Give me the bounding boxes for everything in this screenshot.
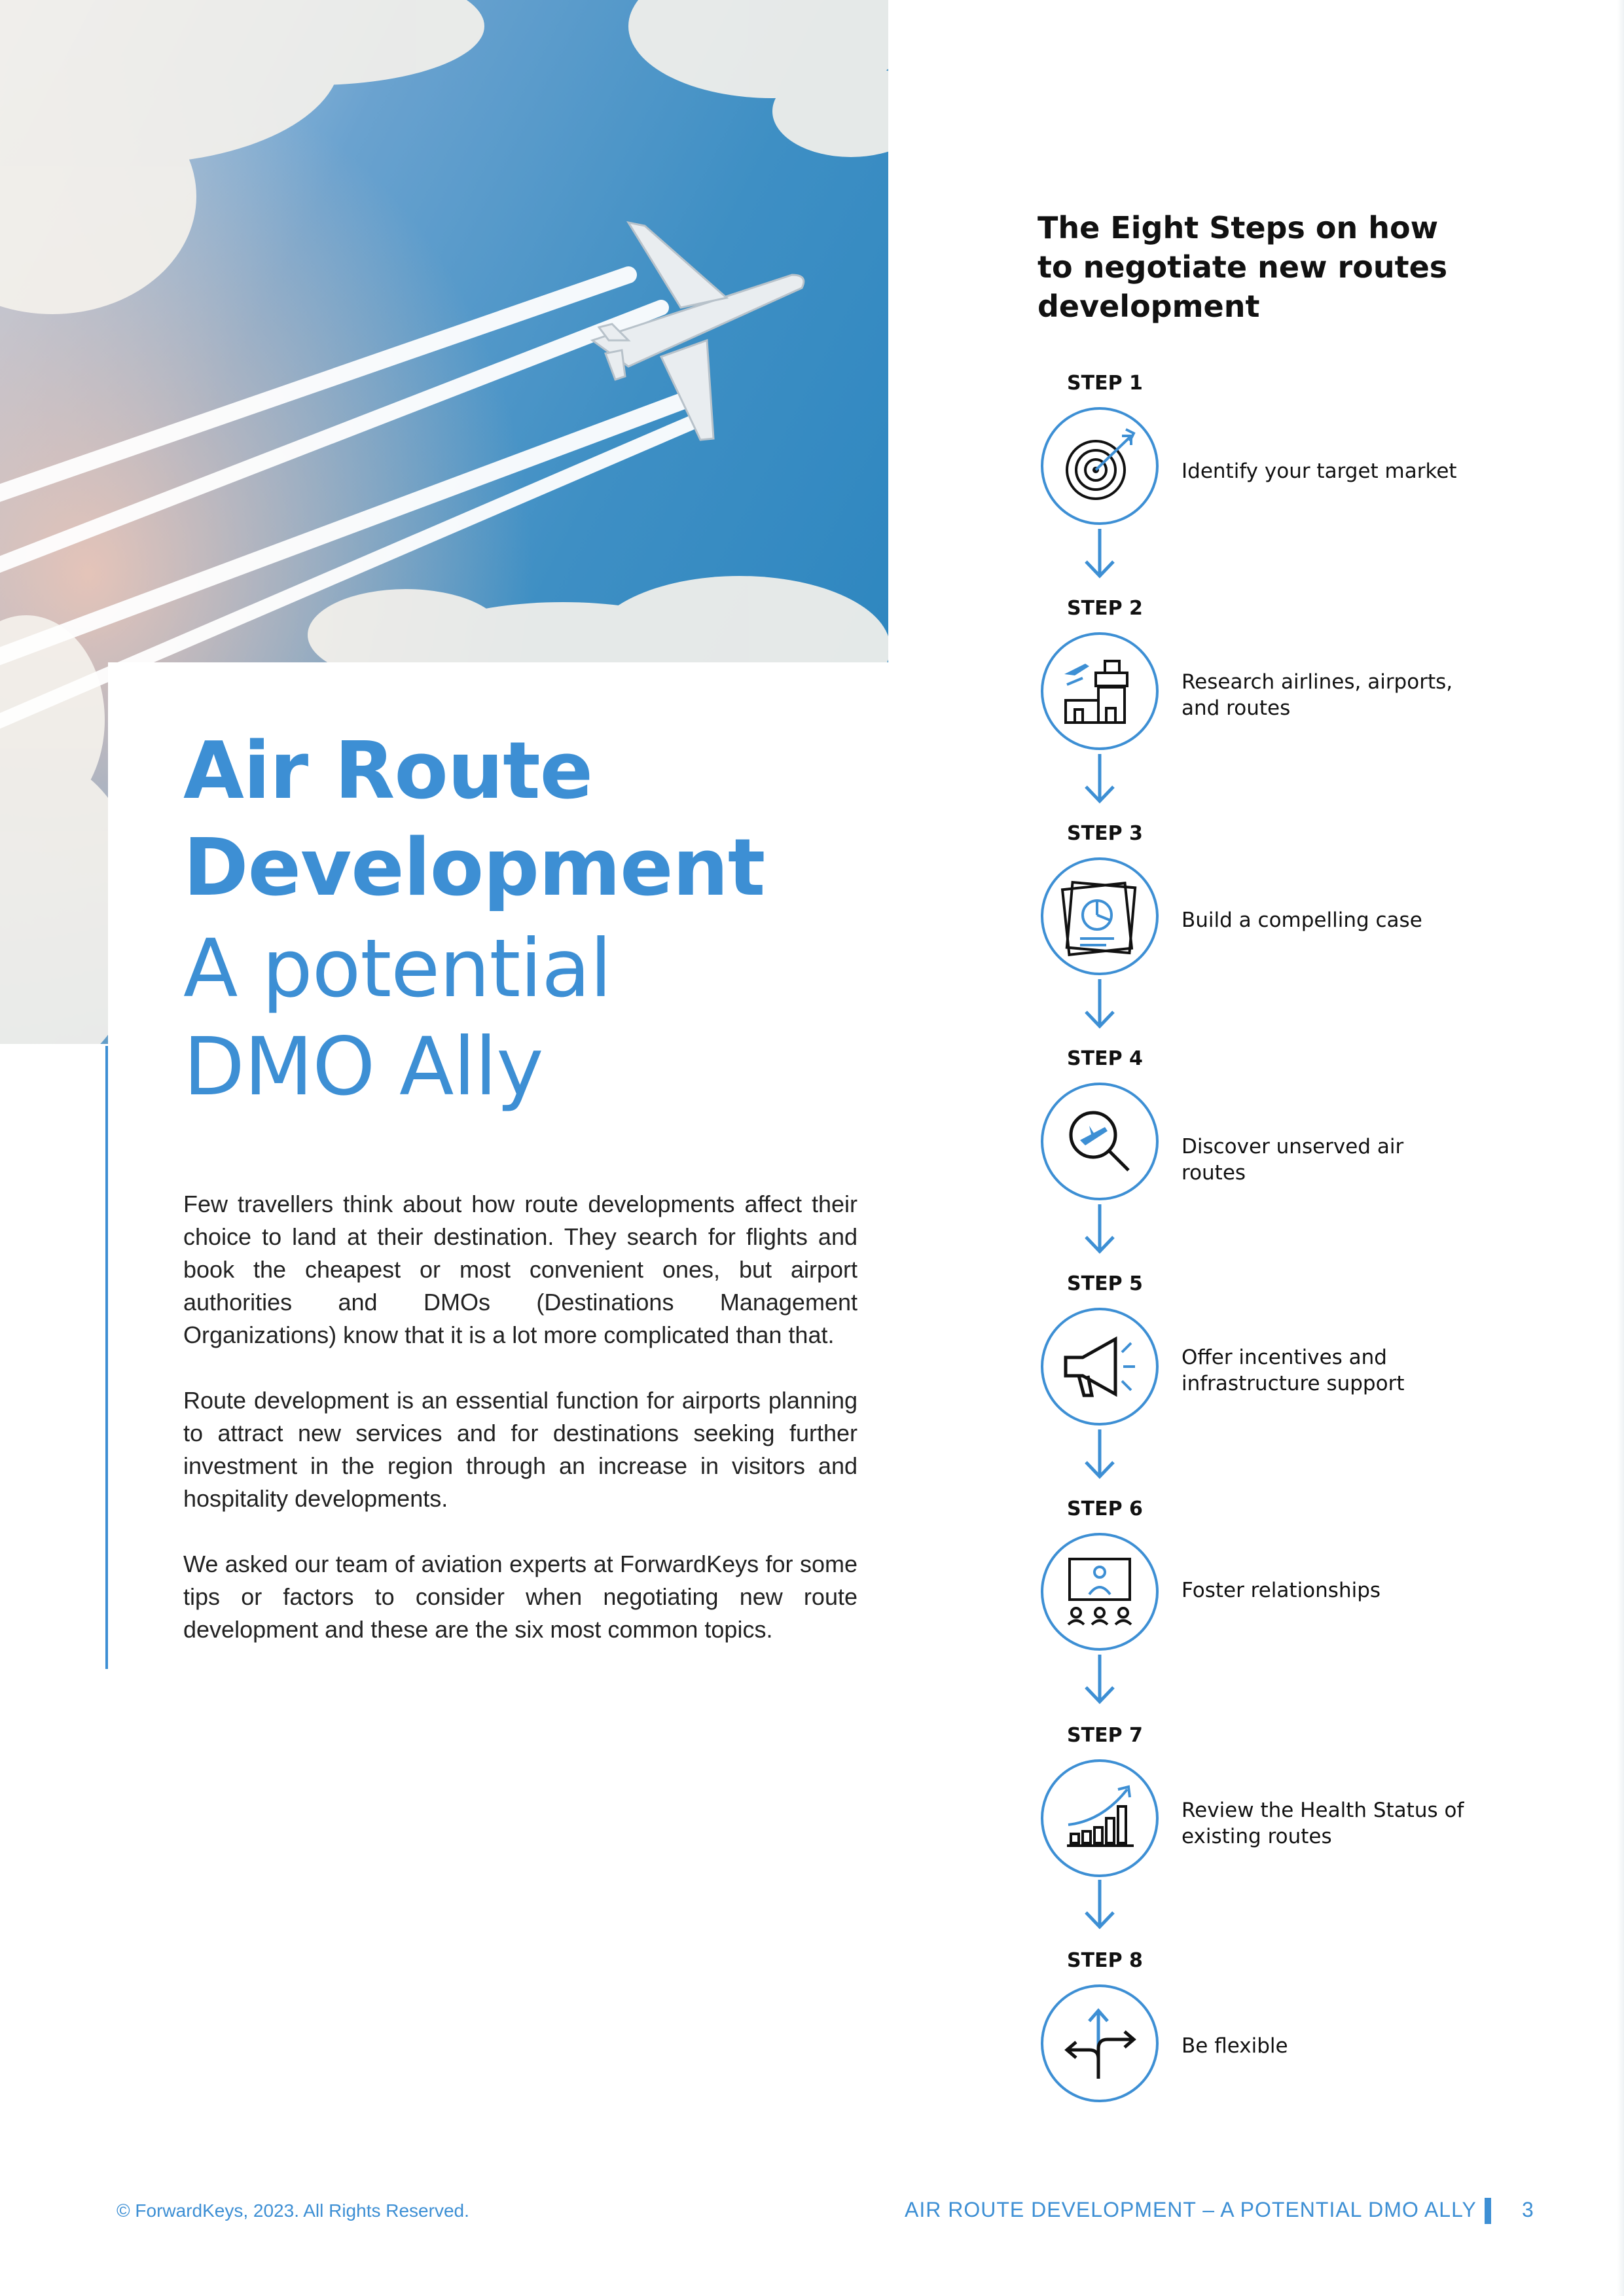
footer-copyright: © ForwardKeys, 2023. All Rights Reserved. — [117, 2200, 469, 2221]
page-subtitle — [183, 920, 871, 1116]
airport-icon — [1043, 635, 1156, 747]
step-7-text: Review the Health Status of existing routes — [1182, 1799, 1464, 1848]
title-line-2: Development — [183, 823, 765, 914]
footer-divider-bar — [1485, 2198, 1491, 2224]
step-6-text: Foster relationships — [1182, 1579, 1381, 1602]
page-title — [183, 723, 871, 917]
intro-paragraph-3: We asked our team of aviation experts at ForwardKeys for some tips or factors to consider when negotiating new route development and these are the six most common topics. — [183, 1551, 857, 1643]
intro-paragraph-2: Route development is an essential function for airports planning to attract new services and for destinations seeking further investment in the region through an increase in visitors and hospitality developments. — [183, 1387, 857, 1512]
direction-arrows-icon — [1043, 1987, 1156, 2100]
step-1-circle — [1041, 407, 1159, 525]
step-6-arrow-icon — [1082, 1655, 1117, 1707]
step-4-arrow-icon — [1082, 1204, 1117, 1257]
step-3-label: STEP 3 — [1067, 822, 1143, 845]
meeting-icon — [1043, 1535, 1156, 1648]
page-number: 3 — [1522, 2198, 1534, 2221]
step-2-circle — [1041, 632, 1159, 750]
growth-chart-icon — [1043, 1762, 1156, 1874]
step-6-circle — [1041, 1533, 1159, 1651]
step-4-label: STEP 4 — [1067, 1047, 1143, 1070]
subtitle-line-2: DMO Ally — [183, 1020, 543, 1113]
search-plane-icon — [1043, 1085, 1156, 1198]
step-1-arrow-icon — [1082, 529, 1117, 581]
step-5-circle — [1041, 1308, 1159, 1426]
step-2-arrow-icon — [1082, 754, 1117, 806]
step-5-arrow-icon — [1082, 1429, 1117, 1482]
step-5-text: Offer incentives and infrastructure support — [1182, 1346, 1405, 1395]
step-7-circle — [1041, 1759, 1159, 1877]
footer-running-title: AIR ROUTE DEVELOPMENT – A POTENTIAL DMO ALLY — [905, 2198, 1477, 2221]
step-2-text: Research airlines, airports, and routes — [1182, 670, 1453, 720]
target-icon — [1043, 410, 1156, 522]
step-2-label: STEP 2 — [1067, 597, 1143, 620]
step-3-text: Build a compelling case — [1182, 908, 1422, 932]
steps-heading: The Eight Steps on how to negotiate new routes development — [1038, 210, 1448, 324]
accent-divider — [105, 1046, 108, 1669]
megaphone-icon — [1043, 1310, 1156, 1423]
step-7-arrow-icon — [1082, 1880, 1117, 1932]
subtitle-line-1: A potential — [183, 922, 611, 1015]
step-3-arrow-icon — [1082, 979, 1117, 1031]
intro-paragraph-1: Few travellers think about how route developments affect their choice to land at their destination. They search for flights and book the cheapest or most convenient ones, but airport authorities and DMOs (Destinations Management Organizations) know that it is a lot more complicated than that. — [183, 1191, 857, 1348]
step-8-text: Be flexible — [1182, 2034, 1288, 2058]
step-8-circle — [1041, 1984, 1159, 2102]
documents-chart-icon — [1043, 860, 1156, 973]
step-5-label: STEP 5 — [1067, 1272, 1143, 1295]
step-4-text: Discover unserved air routes — [1182, 1135, 1404, 1185]
step-8-label: STEP 8 — [1067, 1949, 1143, 1972]
page-edge — [1617, 0, 1624, 2296]
title-line-1: Air Route — [183, 726, 592, 817]
step-3-circle — [1041, 857, 1159, 975]
step-6-label: STEP 6 — [1067, 1498, 1143, 1520]
intro-text — [183, 1188, 857, 1679]
step-1-text: Identify your target market — [1182, 459, 1457, 483]
step-4-circle — [1041, 1083, 1159, 1200]
step-1-label: STEP 1 — [1067, 372, 1143, 395]
step-7-label: STEP 7 — [1067, 1724, 1143, 1747]
